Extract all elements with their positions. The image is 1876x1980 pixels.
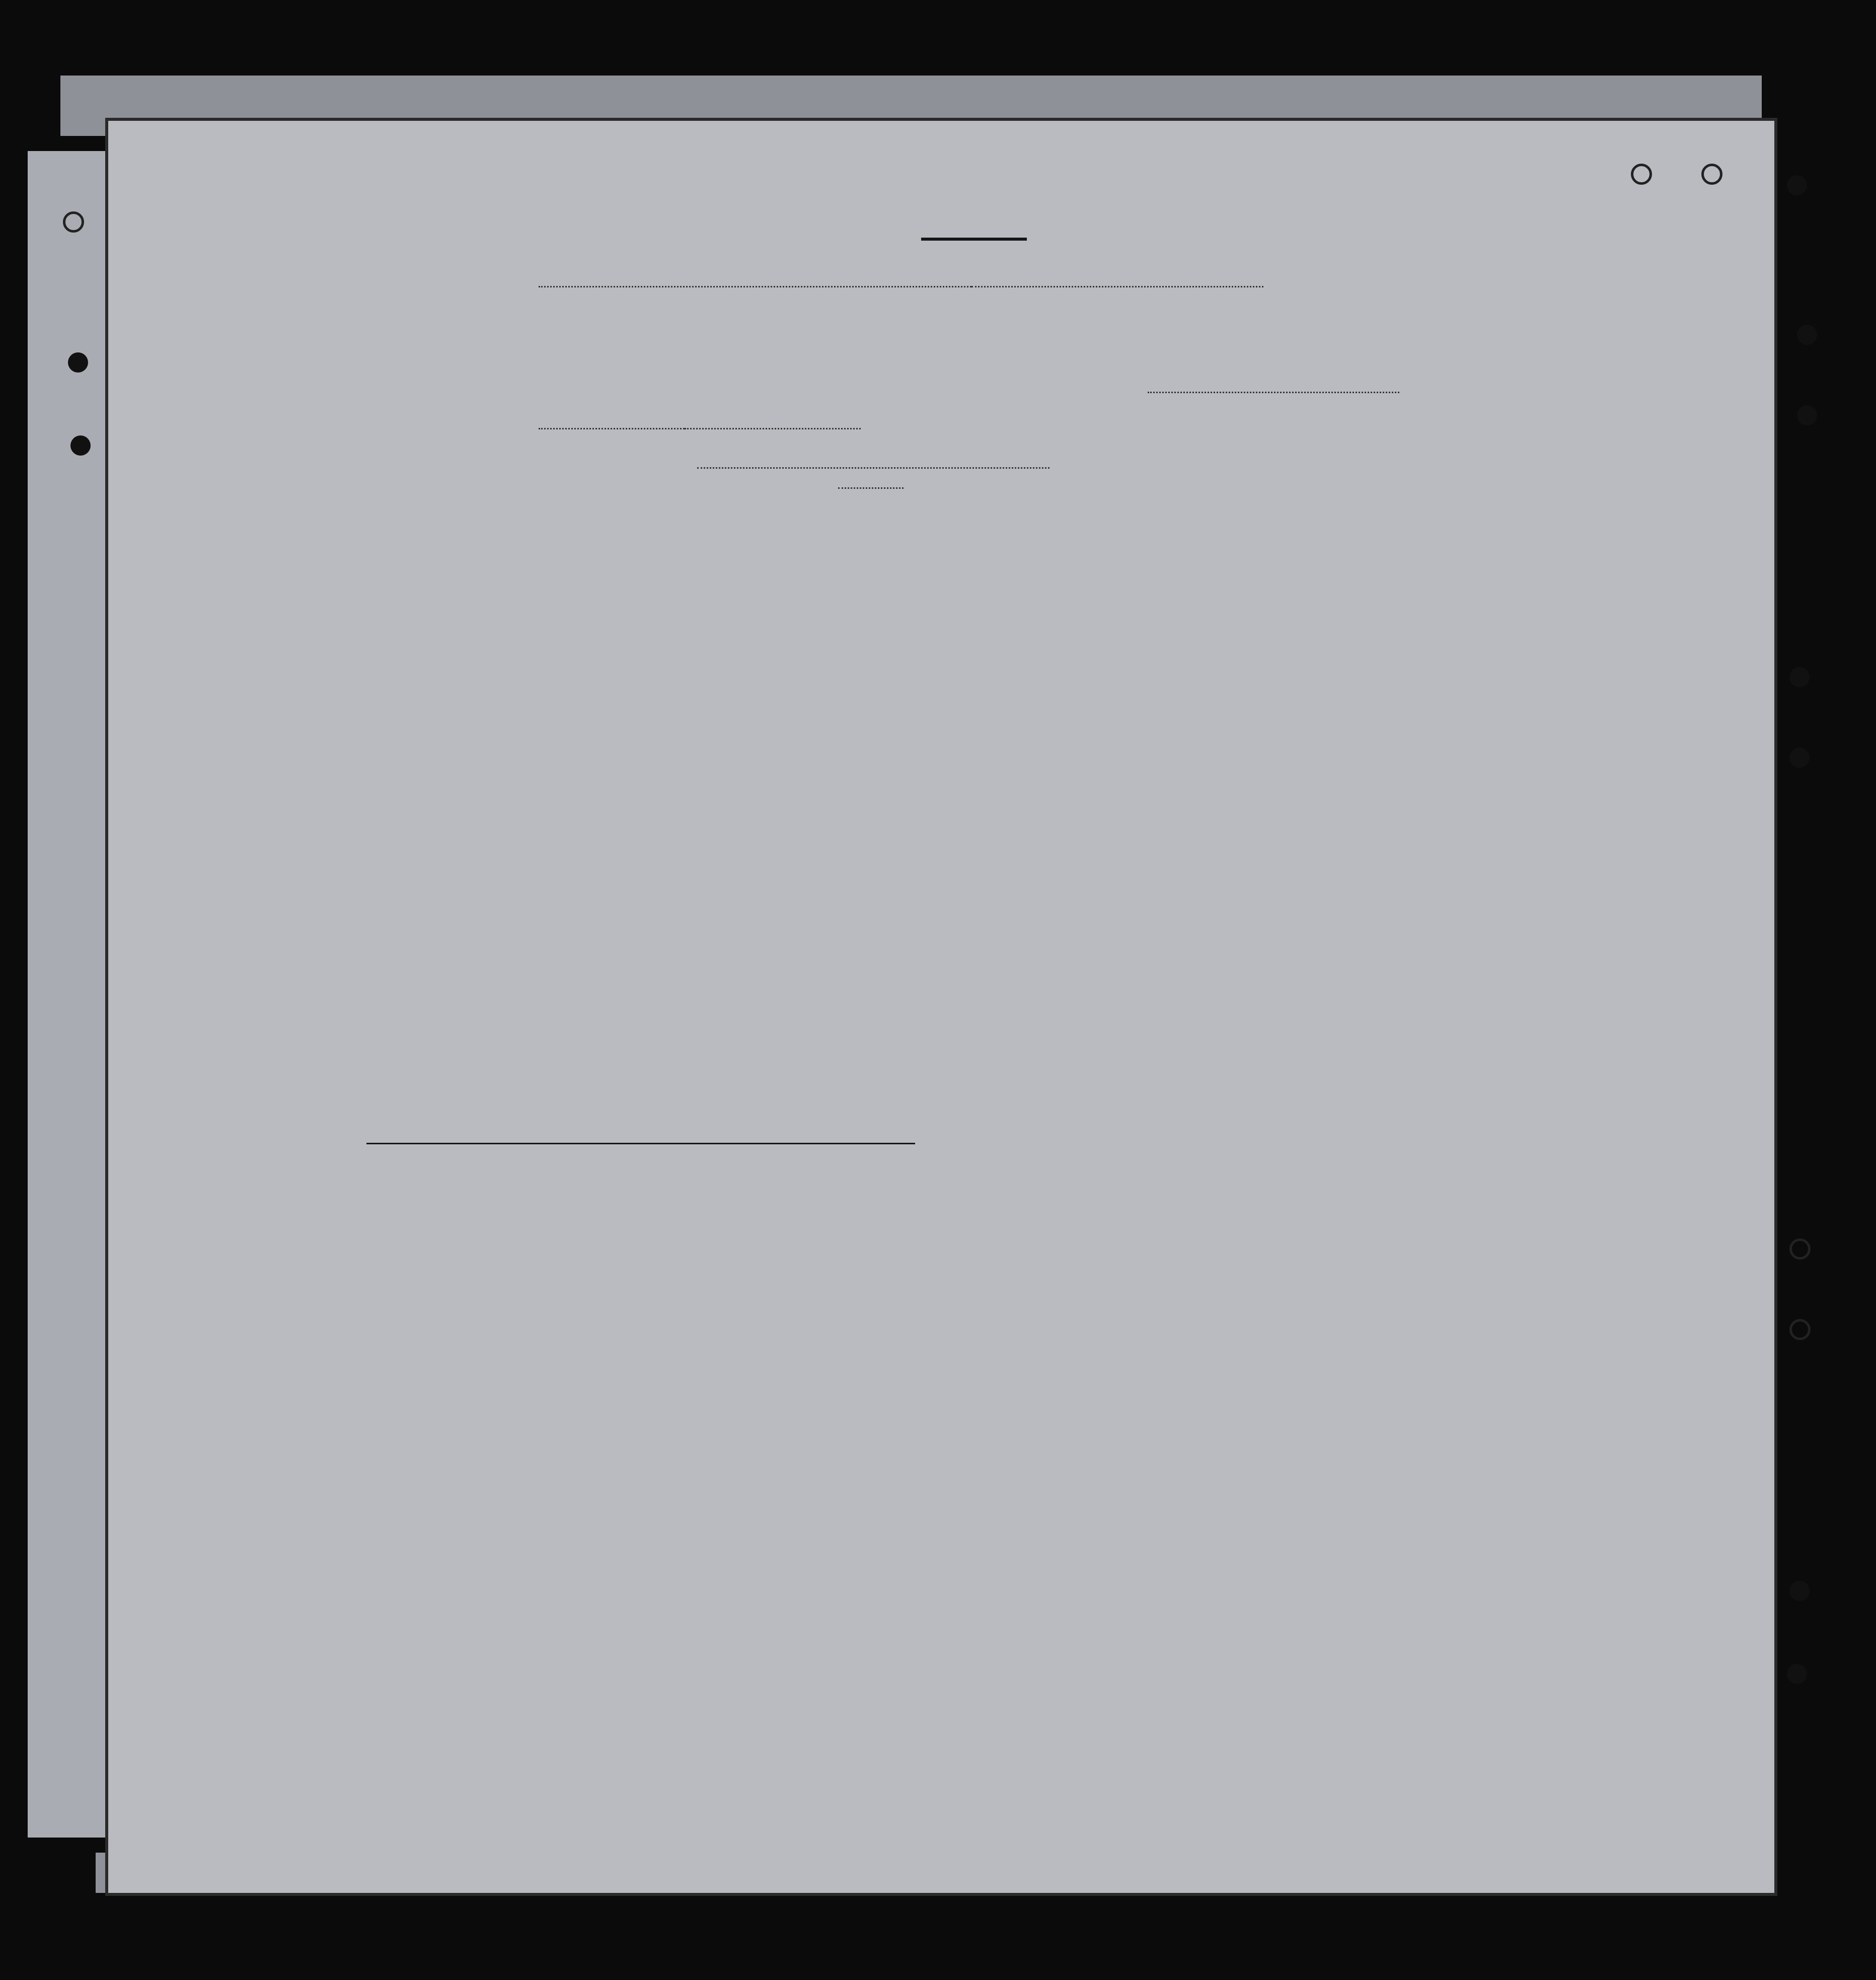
act-underline [366,1143,915,1144]
sworn-month-blank[interactable] [685,428,861,429]
binder-hole [1701,164,1722,185]
sworn-day-blank[interactable] [539,428,685,429]
affidavit-declaration-line [539,272,1525,292]
binder-hole [68,352,88,373]
master-name-blank[interactable] [539,286,971,287]
manifest-back-page [108,121,1774,1893]
underlying-sheet-left [28,151,113,1838]
binder-hole [63,211,84,233]
signature-line [1148,392,1399,393]
vessel-name-blank[interactable] [971,286,1263,287]
binder-hole [1789,667,1810,687]
inspector-blank[interactable] [838,487,904,489]
binder-hole [1787,175,1807,195]
binder-hole [1789,1238,1811,1260]
binder-hole [70,435,91,456]
inspector-line [838,476,904,493]
binder-hole [1789,1319,1811,1340]
sworn-line [539,414,861,434]
binder-hole [1789,1581,1810,1601]
binder-hole [1797,405,1817,425]
binder-hole [1787,1664,1807,1684]
title-underline [921,238,1027,241]
binder-hole [1631,164,1652,185]
inspector-signature-line [697,467,1049,469]
binder-hole [1797,325,1817,345]
binder-hole [1789,748,1810,768]
